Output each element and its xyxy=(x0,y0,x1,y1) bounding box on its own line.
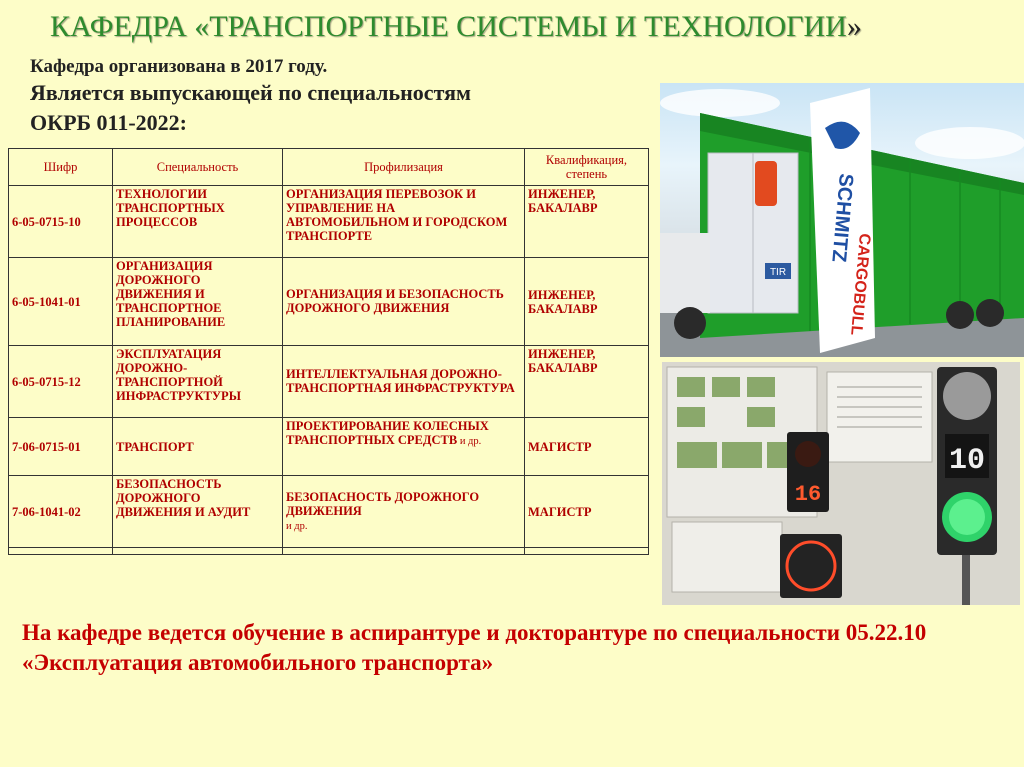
traffic-lab-photo xyxy=(662,362,1020,605)
cell-empty xyxy=(525,548,649,555)
header-qualification: Квалификация, степень xyxy=(525,149,649,186)
cell-profile xyxy=(283,346,525,418)
brand-cargobull-text: CARGOBULL xyxy=(847,232,873,336)
header-specialty: Специальность xyxy=(113,149,283,186)
cell-specialty: ТЕХНОЛОГИИ ТРАНСПОРТНЫХ ПРОЦЕССОВ xyxy=(113,186,283,258)
page-title xyxy=(50,10,990,44)
cell-specialty: ЭКСПЛУАТАЦИЯ ДОРОЖНО-ТРАНСПОРТНОЙ ИНФРАСТРУКТУРЫ xyxy=(113,346,283,418)
header-profile: Профилизация xyxy=(283,149,525,186)
pedestrian-countdown: 16 xyxy=(794,482,822,507)
cell-profile xyxy=(283,418,525,476)
cell-qualification: ИНЖЕНЕР, БАКАЛАВР xyxy=(525,258,649,346)
truck-illustration xyxy=(660,83,1024,357)
table-row-empty xyxy=(9,548,649,555)
cell-profile xyxy=(283,258,525,346)
table-row xyxy=(9,258,649,346)
cell-profile-text: ПРОЕКТИРОВАНИЕ КОЛЕСНЫХ ТРАНСПОРТНЫХ СРЕДСТВ xyxy=(286,419,489,447)
cell-empty xyxy=(283,548,525,555)
header-code: Шифр xyxy=(9,149,113,186)
signal-countdown: 10 xyxy=(948,444,986,478)
cell-qualification: ИНЖЕНЕР, БАКАЛАВР xyxy=(525,346,649,418)
truck-photo xyxy=(660,83,1024,357)
traffic-lab-illustration xyxy=(662,362,1020,605)
cell-code: 7-06-1041-02 xyxy=(9,476,113,548)
cell-profile xyxy=(283,186,525,258)
intro-graduating: Является выпускающей по специальностям xyxy=(30,80,471,105)
cell-specialty: ТРАНСПОРТ xyxy=(113,418,283,476)
table-row xyxy=(9,418,649,476)
tir-plate-text: TIR xyxy=(769,267,787,278)
cell-qualification: ИНЖЕНЕР, БАКАЛАВР xyxy=(525,186,649,258)
postgraduate-note: На кафедре ведется обучение в аспирантуре и докторантуре по специальности 05.22.10 «Эксплуатация автомобильного транспорта» xyxy=(22,620,927,675)
cell-empty xyxy=(9,548,113,555)
page-title-main: КАФЕДРА «ТРАНСПОРТНЫЕ СИСТЕМЫ И ТЕХНОЛОГИИ xyxy=(50,10,847,43)
intro-classifier: ОКРБ 011-2022: xyxy=(30,110,187,135)
cell-profile-text: ОРГАНИЗАЦИЯ И БЕЗОПАСНОСТЬ ДОРОЖНОГО ДВИЖЕНИЯ xyxy=(286,286,504,315)
cell-code: 6-05-0715-10 xyxy=(9,186,113,258)
cell-profile-suffix: и др. xyxy=(286,520,308,532)
cell-qualification: МАГИСТР xyxy=(525,418,649,476)
cell-code: 6-05-1041-01 xyxy=(9,258,113,346)
cell-empty xyxy=(113,548,283,555)
specialties-table xyxy=(8,148,649,555)
cell-code: 6-05-0715-12 xyxy=(9,346,113,418)
cell-profile-text: ИНТЕЛЛЕКТУАЛЬНАЯ ДОРОЖНО-ТРАНСПОРТНАЯ ИНФРАСТРУКТУРА xyxy=(286,366,515,395)
cell-profile-text: ОРГАНИЗАЦИЯ ПЕРЕВОЗОК И УПРАВЛЕНИЕ НА АВТОМОБИЛЬНОМ И ГОРОДСКОМ ТРАНСПОРТЕ xyxy=(286,187,508,243)
cell-profile-text: БЕЗОПАСНОСТЬ ДОРОЖНОГО ДВИЖЕНИЯ xyxy=(286,489,480,518)
intro-founded: Кафедра организована в 2017 году. xyxy=(30,56,328,77)
page-title-quote: » xyxy=(846,10,862,43)
table-row xyxy=(9,186,649,258)
table-row xyxy=(9,346,649,418)
cell-code: 7-06-0715-01 xyxy=(9,418,113,476)
cell-profile-suffix: и др. xyxy=(457,436,482,447)
cell-specialty: ОРГАНИЗАЦИЯ ДОРОЖНОГО ДВИЖЕНИЯ И ТРАНСПОРТНОЕ ПЛАНИРОВАНИЕ xyxy=(113,258,283,346)
table-row xyxy=(9,476,649,548)
brand-schmitz-text: SCHMITZ xyxy=(827,172,857,264)
cell-profile xyxy=(283,476,525,548)
table-header-row xyxy=(9,149,649,186)
cell-specialty: БЕЗОПАСНОСТЬ ДОРОЖНОГО ДВИЖЕНИЯ И АУДИТ xyxy=(113,476,283,548)
cell-qualification: МАГИСТР xyxy=(525,476,649,548)
